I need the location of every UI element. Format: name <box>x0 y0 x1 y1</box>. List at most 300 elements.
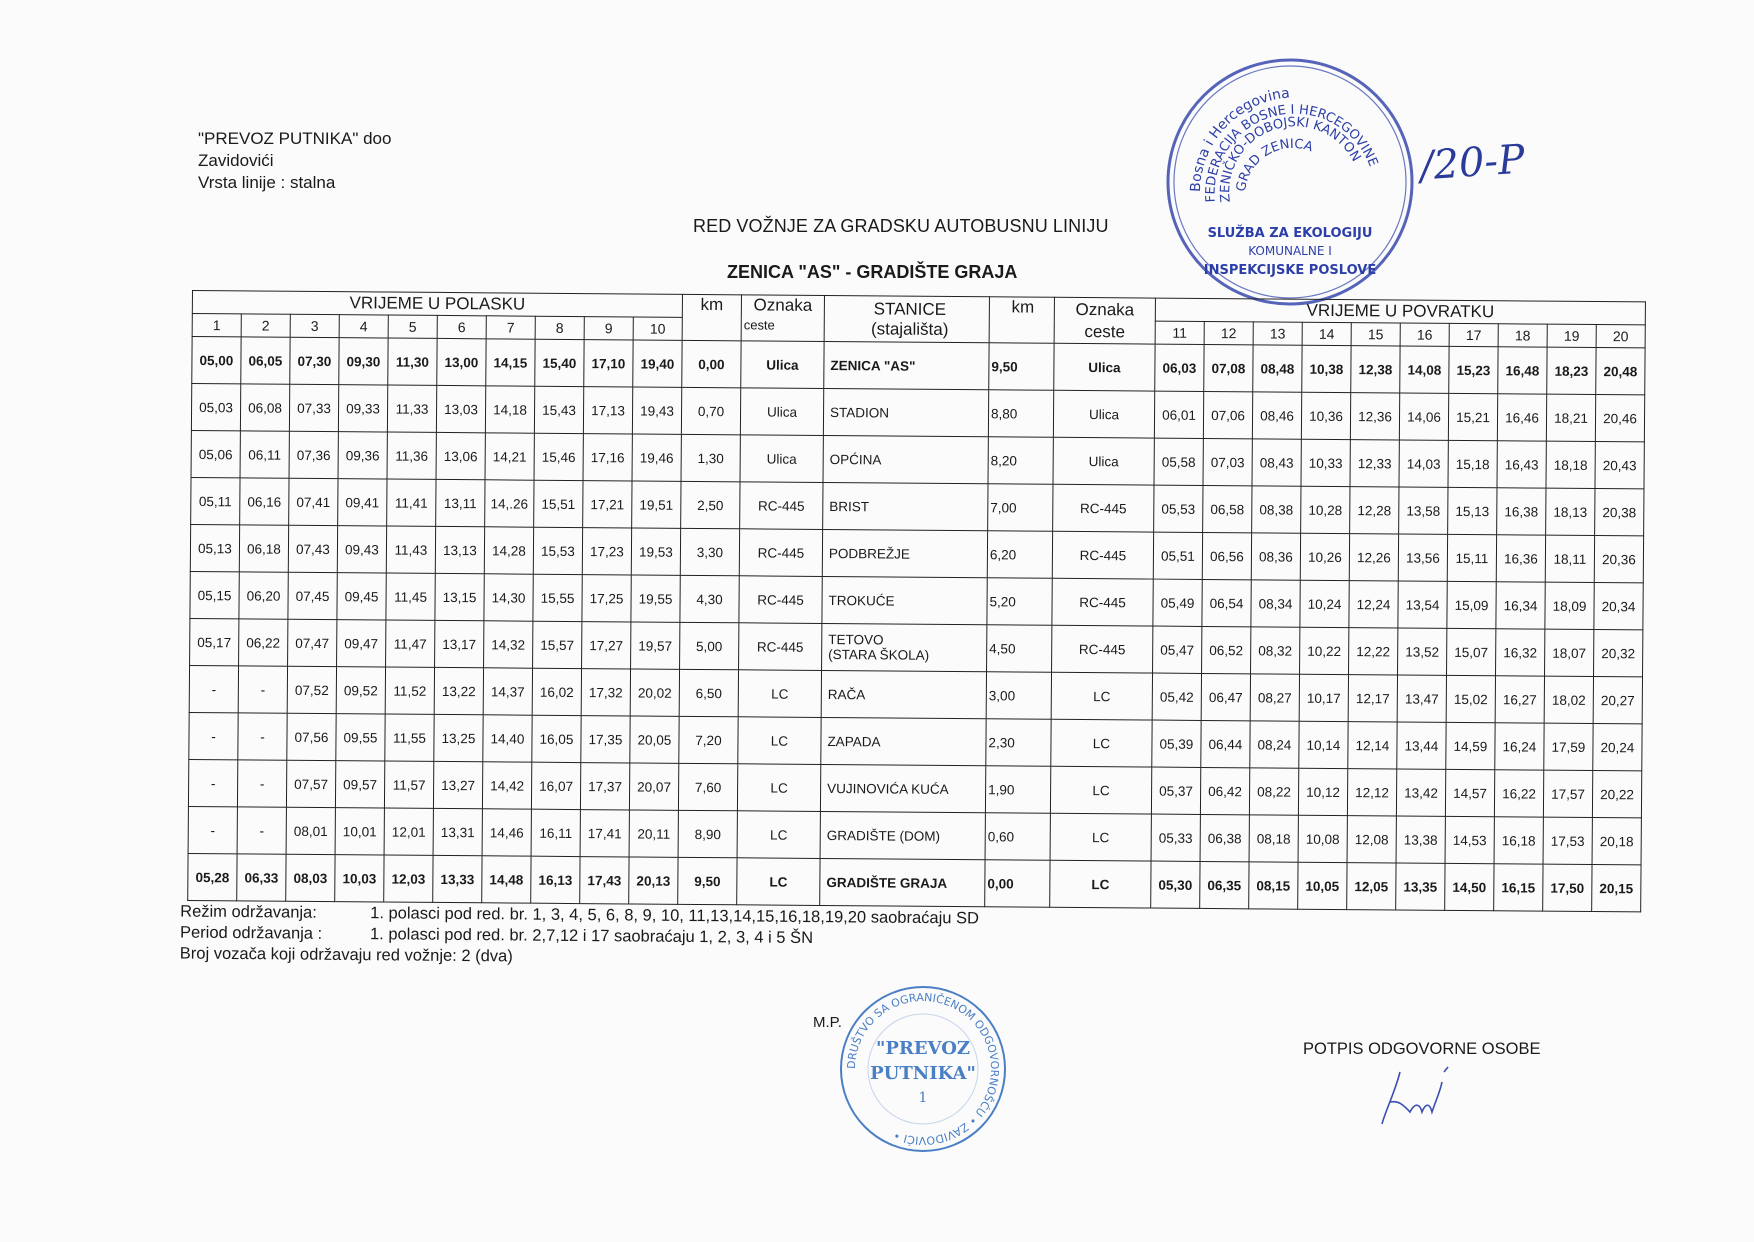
return-time: 12,33 <box>1350 440 1399 487</box>
oznaka-label: Oznaka <box>753 295 813 315</box>
return-time: 18,13 <box>1546 488 1595 535</box>
departure-time: 17,16 <box>583 434 632 481</box>
station-label: ZENICA "AS" <box>830 357 916 374</box>
return-number: 11 <box>1155 321 1204 344</box>
return-time: 08,34 <box>1251 580 1300 627</box>
station-name <box>822 529 987 577</box>
return-time: 20,43 <box>1595 442 1644 489</box>
official-stamp-top <box>1160 52 1420 312</box>
return-time: 08,46 <box>1252 392 1301 439</box>
departure-time: 15,55 <box>533 574 582 621</box>
road-code: LC <box>738 717 821 765</box>
stamp-text-inspection: INSPEKCIJSKE POSLOVE <box>1203 263 1377 278</box>
return-number: 18 <box>1498 324 1547 347</box>
return-time: 20,24 <box>1593 724 1642 771</box>
departure-time: 13,15 <box>435 573 484 620</box>
return-time: 06,52 <box>1202 626 1251 673</box>
return-time: 20,27 <box>1593 677 1642 724</box>
departure-time: 05,06 <box>191 430 240 477</box>
departure-time: 09,30 <box>339 338 388 385</box>
departure-number: 5 <box>388 315 437 338</box>
departure-time: 14,48 <box>482 856 531 903</box>
departure-time: 11,57 <box>384 761 433 808</box>
road-code-return: LC <box>1051 672 1152 720</box>
return-time: 16,32 <box>1496 629 1545 676</box>
stamp-text-service: SLUŽBA ZA EKOLOGIJU <box>1207 226 1373 241</box>
departure-time: 10,01 <box>335 808 384 855</box>
return-time: 20,36 <box>1594 536 1643 583</box>
departure-time: 13,17 <box>435 620 484 667</box>
return-time: 13,52 <box>1398 628 1447 675</box>
return-time: 10,33 <box>1301 439 1350 486</box>
return-time: 08,38 <box>1252 486 1301 533</box>
return-time: 10,22 <box>1300 627 1349 674</box>
departure-time: 13,06 <box>436 432 485 479</box>
road-code: Ulica <box>740 435 823 483</box>
departure-time: - <box>237 760 286 807</box>
station-name <box>821 717 986 765</box>
stanice-label: STANICE <box>873 298 947 319</box>
station-label: PODBREŽJE <box>828 545 911 562</box>
stamp-text-country: Bosna i Hercegovina <box>1187 85 1291 193</box>
departure-time: 16,13 <box>531 856 580 903</box>
departure-time: 14,28 <box>484 527 533 574</box>
departure-time: 17,27 <box>582 622 631 669</box>
return-time: 05,33 <box>1151 814 1200 861</box>
departure-time: 07,47 <box>288 619 337 666</box>
departure-time: 09,52 <box>336 667 385 714</box>
return-time: 12,17 <box>1348 675 1397 722</box>
departure-number: 9 <box>584 317 633 340</box>
km-return-value: 9,50 <box>989 343 1054 391</box>
station-name <box>823 482 988 530</box>
km-return-value: 6,20 <box>987 531 1052 579</box>
return-time: 05,58 <box>1154 438 1203 485</box>
departure-time: 06,16 <box>240 478 289 525</box>
return-time: 14,53 <box>1445 816 1494 863</box>
departure-time: 09,57 <box>335 761 384 808</box>
return-time: 20,38 <box>1595 489 1644 536</box>
departure-number: 1 <box>192 314 241 337</box>
station-label: OPĆINA <box>829 451 882 467</box>
departure-time: 08,01 <box>286 807 335 854</box>
return-time: 17,57 <box>1543 770 1592 817</box>
return-time: 05,42 <box>1152 673 1201 720</box>
return-time: 16,36 <box>1496 535 1545 582</box>
departure-time: 06,20 <box>239 572 288 619</box>
company-block <box>198 128 391 194</box>
km-value: 4,30 <box>680 575 739 622</box>
road-code: LC <box>737 811 820 859</box>
departure-time: 09,41 <box>338 479 387 526</box>
return-time: 10,05 <box>1298 862 1347 909</box>
stamp-text-canton: ZENIČKO-DOBOJSKI KANTON <box>1218 115 1364 204</box>
departure-time: 15,53 <box>533 527 582 574</box>
return-time: 10,24 <box>1300 580 1349 627</box>
road-code-return: Ulica <box>1054 343 1155 391</box>
return-time: 08,27 <box>1250 674 1299 721</box>
return-time: 10,12 <box>1298 768 1347 815</box>
oznaka2-header <box>1054 297 1155 344</box>
return-time: 15,13 <box>1448 487 1497 534</box>
departure-time: 19,57 <box>631 622 680 669</box>
departure-time: 13,27 <box>433 761 482 808</box>
return-time: 05,30 <box>1151 861 1200 908</box>
stamp-center-line3: 1 <box>918 1090 928 1106</box>
return-time: 06,42 <box>1200 767 1249 814</box>
road-code-return: Ulica <box>1053 437 1154 485</box>
departure-time: 11,45 <box>386 573 435 620</box>
departure-time: 16,05 <box>532 715 581 762</box>
station-label: GRADIŠTE (DOM) <box>826 827 941 844</box>
return-time: 15,02 <box>1446 675 1495 722</box>
departure-time: 11,52 <box>385 667 434 714</box>
departure-time: 17,35 <box>581 716 630 763</box>
return-time: 17,50 <box>1543 864 1592 911</box>
return-time: 16,34 <box>1496 582 1545 629</box>
departure-number: 2 <box>241 314 290 337</box>
departure-time: 11,55 <box>385 714 434 761</box>
station-name <box>823 435 988 483</box>
departure-time: 13,25 <box>434 714 483 761</box>
departure-time: 19,55 <box>631 575 680 622</box>
stamp-center-line1: "PREVOZ <box>875 1038 971 1059</box>
return-time: 20,34 <box>1594 583 1643 630</box>
return-number: 17 <box>1449 323 1498 346</box>
departure-time: 14,37 <box>483 668 532 715</box>
departure-time: 14,32 <box>484 621 533 668</box>
road-code: RC-445 <box>739 576 822 624</box>
km2-header: km <box>989 297 1054 344</box>
departure-time: 07,33 <box>289 384 338 431</box>
departure-time: 11,43 <box>386 526 435 573</box>
km-value: 2,50 <box>681 481 740 528</box>
departure-time: 20,13 <box>629 857 678 904</box>
return-number: 15 <box>1351 323 1400 346</box>
signature <box>1370 1062 1490 1132</box>
road-code-return: LC <box>1051 719 1152 767</box>
road-code: RC-445 <box>740 482 823 530</box>
departure-time: 07,36 <box>289 431 338 478</box>
rezim-label: Režim održavanja: <box>180 902 317 922</box>
timetable <box>187 290 1646 912</box>
departure-number: 3 <box>290 314 339 337</box>
km-value: 8,90 <box>678 810 737 857</box>
departure-time: - <box>189 712 238 759</box>
station-name <box>823 388 988 436</box>
station-name <box>820 764 985 812</box>
return-time: 06,01 <box>1154 391 1203 438</box>
km-value: 9,50 <box>678 857 737 904</box>
departure-time: 05,17 <box>190 618 239 665</box>
mp-label: M.P. <box>813 1014 842 1031</box>
return-time: 18,02 <box>1544 676 1593 723</box>
departure-time: 05,13 <box>190 524 239 571</box>
departure-time: 07,57 <box>286 760 335 807</box>
departure-time: 14,15 <box>486 339 535 386</box>
departure-time: 16,11 <box>531 809 580 856</box>
km-value: 3,30 <box>680 528 739 575</box>
return-time: 06,47 <box>1201 673 1250 720</box>
return-time: 16,48 <box>1498 347 1547 394</box>
departure-time: - <box>189 665 238 712</box>
return-time: 15,09 <box>1447 581 1496 628</box>
road-code-return: LC <box>1050 860 1151 908</box>
departure-time: 14,18 <box>485 386 534 433</box>
departure-time: - <box>188 806 237 853</box>
departure-time: 20,07 <box>629 763 678 810</box>
return-time: 06,03 <box>1155 344 1204 391</box>
return-time: 15,23 <box>1449 346 1498 393</box>
return-time: 14,03 <box>1399 440 1448 487</box>
line-type: Vrsta linije : stalna <box>198 173 336 192</box>
return-number: 14 <box>1302 322 1351 345</box>
departure-time: 13,00 <box>437 338 486 385</box>
return-number: 13 <box>1253 322 1302 345</box>
return-header: VRIJEME U POVRATKU <box>1155 298 1645 325</box>
departure-time: 05,03 <box>191 384 240 431</box>
departure-time: 07,41 <box>289 478 338 525</box>
document-title: RED VOŽNJE ZA GRADSKU AUTOBUSNU LINIJU <box>693 216 1109 236</box>
departure-time: 17,43 <box>580 857 629 904</box>
departure-time: 05,28 <box>188 853 237 900</box>
handwritten-note: /20-P <box>1418 136 1527 190</box>
station-label: TROKUĆE <box>828 592 895 609</box>
km-return-value: 2,30 <box>986 719 1051 767</box>
return-time: 07,06 <box>1203 391 1252 438</box>
return-time: 10,28 <box>1301 486 1350 533</box>
return-time: 12,38 <box>1351 346 1400 393</box>
return-time: 16,38 <box>1497 488 1546 535</box>
return-time: 07,03 <box>1203 438 1252 485</box>
departure-number: 6 <box>437 315 486 338</box>
station-label: STADION <box>830 404 890 420</box>
route-title: ZENICA "AS" - GRADIŠTE GRAJA <box>727 262 1018 282</box>
return-time: 18,21 <box>1546 394 1595 441</box>
notes-block <box>180 902 979 972</box>
return-time: 15,07 <box>1447 628 1496 675</box>
road-code-return: RC-445 <box>1053 484 1154 532</box>
departure-time: 07,45 <box>288 572 337 619</box>
km-return-value: 5,20 <box>987 578 1052 626</box>
return-time: 12,14 <box>1348 722 1397 769</box>
departure-time: 13,03 <box>436 385 485 432</box>
departure-time: - <box>238 666 287 713</box>
departure-time: 17,13 <box>583 387 632 434</box>
return-time: 05,39 <box>1152 720 1201 767</box>
departure-time: 08,03 <box>286 854 335 901</box>
return-time: 05,37 <box>1151 767 1200 814</box>
rezim-text: 1. polasci pod red. br. 1, 3, 4, 5, 6, 8, 9, 10, 11,13,14,15,16,18,19,20 saobraćaju SD <box>370 904 980 928</box>
road-code: Ulica <box>740 388 823 436</box>
road-code-return: LC <box>1050 766 1151 814</box>
return-time: 06,58 <box>1203 485 1252 532</box>
road-code-return: Ulica <box>1053 390 1154 438</box>
return-time: 16,43 <box>1497 441 1546 488</box>
return-time: 05,47 <box>1153 626 1202 673</box>
road-code: LC <box>738 670 821 718</box>
return-time: 08,36 <box>1251 533 1300 580</box>
return-time: 18,18 <box>1546 441 1595 488</box>
departure-number: 10 <box>633 317 682 340</box>
km-return-value: 0,00 <box>985 860 1050 908</box>
station-label: TETOVO <box>828 632 884 648</box>
stajalista-label: (stajališta) <box>870 318 949 339</box>
company-name: "PREVOZ PUTNIKA" doo <box>198 129 392 148</box>
return-time: 12,28 <box>1350 487 1399 534</box>
return-time: 16,15 <box>1494 864 1543 911</box>
departure-time: 11,36 <box>387 432 436 479</box>
departure-number: 7 <box>486 316 535 339</box>
return-time: 16,46 <box>1497 394 1546 441</box>
oznaka2-label: Oznaka <box>1075 299 1135 319</box>
return-time: 18,23 <box>1547 347 1596 394</box>
departure-time: 20,02 <box>630 669 679 716</box>
return-time: 20,32 <box>1594 630 1643 677</box>
departure-time: 14,30 <box>484 574 533 621</box>
station-name <box>822 623 987 671</box>
return-time: 08,24 <box>1250 721 1299 768</box>
return-time: 06,38 <box>1200 814 1249 861</box>
return-time: 18,11 <box>1545 535 1594 582</box>
return-time: 10,26 <box>1300 533 1349 580</box>
return-time: 12,24 <box>1349 581 1398 628</box>
return-time: 13,54 <box>1398 581 1447 628</box>
return-time: 14,06 <box>1399 393 1448 440</box>
departure-time: 07,43 <box>288 525 337 572</box>
departure-time: 10,03 <box>335 855 384 902</box>
return-time: 08,48 <box>1253 345 1302 392</box>
return-time: 13,35 <box>1396 863 1445 910</box>
departure-time: 11,33 <box>387 385 436 432</box>
departure-time: - <box>237 807 286 854</box>
km-value: 0,00 <box>682 340 741 387</box>
station-label: RAČA <box>827 686 866 702</box>
km-value: 0,70 <box>681 387 740 434</box>
drivers-text: Broj vozača koji održavaju red vožnje: 2 (dva) <box>179 944 513 966</box>
return-time: 08,22 <box>1249 768 1298 815</box>
departure-time: 13,22 <box>434 667 483 714</box>
departure-time: 17,32 <box>581 669 630 716</box>
departure-time: 19,43 <box>632 387 681 434</box>
return-number: 19 <box>1547 324 1596 347</box>
ceste2-label: ceste <box>1084 321 1126 341</box>
road-code: RC-445 <box>739 623 822 671</box>
ceste-label: ceste <box>743 317 775 333</box>
departure-time: 13,11 <box>436 479 485 526</box>
return-time: 15,11 <box>1447 534 1496 581</box>
departure-time: 06,11 <box>240 431 289 478</box>
oznaka-header <box>741 295 824 342</box>
return-time: 17,53 <box>1543 817 1592 864</box>
station-name <box>824 341 989 389</box>
km-value: 7,20 <box>679 716 738 763</box>
return-time: 10,17 <box>1299 674 1348 721</box>
departure-time: 14,40 <box>483 715 532 762</box>
station-name <box>820 811 985 859</box>
return-time: 12,36 <box>1350 393 1399 440</box>
departure-number: 4 <box>339 315 388 338</box>
departure-time: 11,30 <box>388 338 437 385</box>
return-number: 12 <box>1204 321 1253 344</box>
departure-time: 15,43 <box>534 386 583 433</box>
return-time: 20,46 <box>1595 395 1644 442</box>
departure-time: 05,00 <box>192 337 241 384</box>
departure-time: 17,41 <box>580 810 629 857</box>
company-stamp <box>838 984 1008 1154</box>
return-time: 20,18 <box>1592 818 1641 865</box>
return-time: 13,38 <box>1396 816 1445 863</box>
departure-time: 17,10 <box>584 340 633 387</box>
return-time: 14,59 <box>1446 722 1495 769</box>
station-label: ZAPADA <box>827 733 881 749</box>
departure-time: 07,56 <box>287 713 336 760</box>
return-time: 06,44 <box>1201 720 1250 767</box>
return-time: 05,51 <box>1153 532 1202 579</box>
station-label: VUJINOVIĆA KUĆA <box>827 780 949 797</box>
departure-time: 15,40 <box>535 339 584 386</box>
departure-time: 09,47 <box>337 620 386 667</box>
departure-time: 06,08 <box>240 384 289 431</box>
departure-time: 12,01 <box>384 808 433 855</box>
departure-time: - <box>188 759 237 806</box>
departure-time: 13,13 <box>435 526 484 573</box>
departure-time: 15,51 <box>534 480 583 527</box>
station-sublabel: (STARA ŠKOLA) <box>828 647 930 663</box>
return-time: 13,56 <box>1398 534 1447 581</box>
return-time: 20,48 <box>1596 348 1645 395</box>
signature-label: POTPIS ODGOVORNE OSOBE <box>1303 1040 1541 1058</box>
stamp-ring-text: DRUŠTVO SA OGRANIČENOM ODGOVORNOŠĆU • ZAVIDOVIĆI • <box>844 990 1002 1148</box>
km-value: 7,60 <box>678 763 737 810</box>
departure-time: 07,52 <box>287 666 336 713</box>
departure-time: 15,57 <box>533 621 582 668</box>
return-time: 08,43 <box>1252 439 1301 486</box>
km-return-value: 4,50 <box>987 625 1052 673</box>
return-time: 08,18 <box>1249 815 1298 862</box>
km-return-value: 0,60 <box>985 813 1050 861</box>
road-code: LC <box>737 858 820 906</box>
departure-time: 16,02 <box>532 668 581 715</box>
return-time: 14,50 <box>1445 863 1494 910</box>
return-time: 13,42 <box>1396 769 1445 816</box>
departure-time: 14,42 <box>482 762 531 809</box>
departure-time: 17,25 <box>582 575 631 622</box>
departure-time: 13,31 <box>433 808 482 855</box>
period-label: Period održavanja : <box>179 923 323 943</box>
departure-time: 12,03 <box>384 855 433 902</box>
departure-time: 09,36 <box>338 432 387 479</box>
return-time: 13,44 <box>1397 722 1446 769</box>
station-label: GRADIŠTE GRAJA <box>826 874 948 891</box>
departure-time: 14,.26 <box>485 480 534 527</box>
return-time: 05,49 <box>1153 579 1202 626</box>
departure-time: 16,07 <box>531 762 580 809</box>
departure-time: 17,23 <box>582 528 631 575</box>
return-time: 12,05 <box>1347 863 1396 910</box>
company-city: Zavidovići <box>198 151 274 170</box>
return-time: 12,22 <box>1349 628 1398 675</box>
return-time: 18,07 <box>1545 629 1594 676</box>
road-code: Ulica <box>741 341 824 389</box>
return-number: 20 <box>1596 325 1645 348</box>
km-return-value: 8,80 <box>988 390 1053 438</box>
departure-time: 11,47 <box>386 620 435 667</box>
return-time: 17,59 <box>1544 723 1593 770</box>
road-code-return: RC-445 <box>1052 625 1153 673</box>
km-return-value: 8,20 <box>988 437 1053 485</box>
return-time: 14,08 <box>1400 346 1449 393</box>
